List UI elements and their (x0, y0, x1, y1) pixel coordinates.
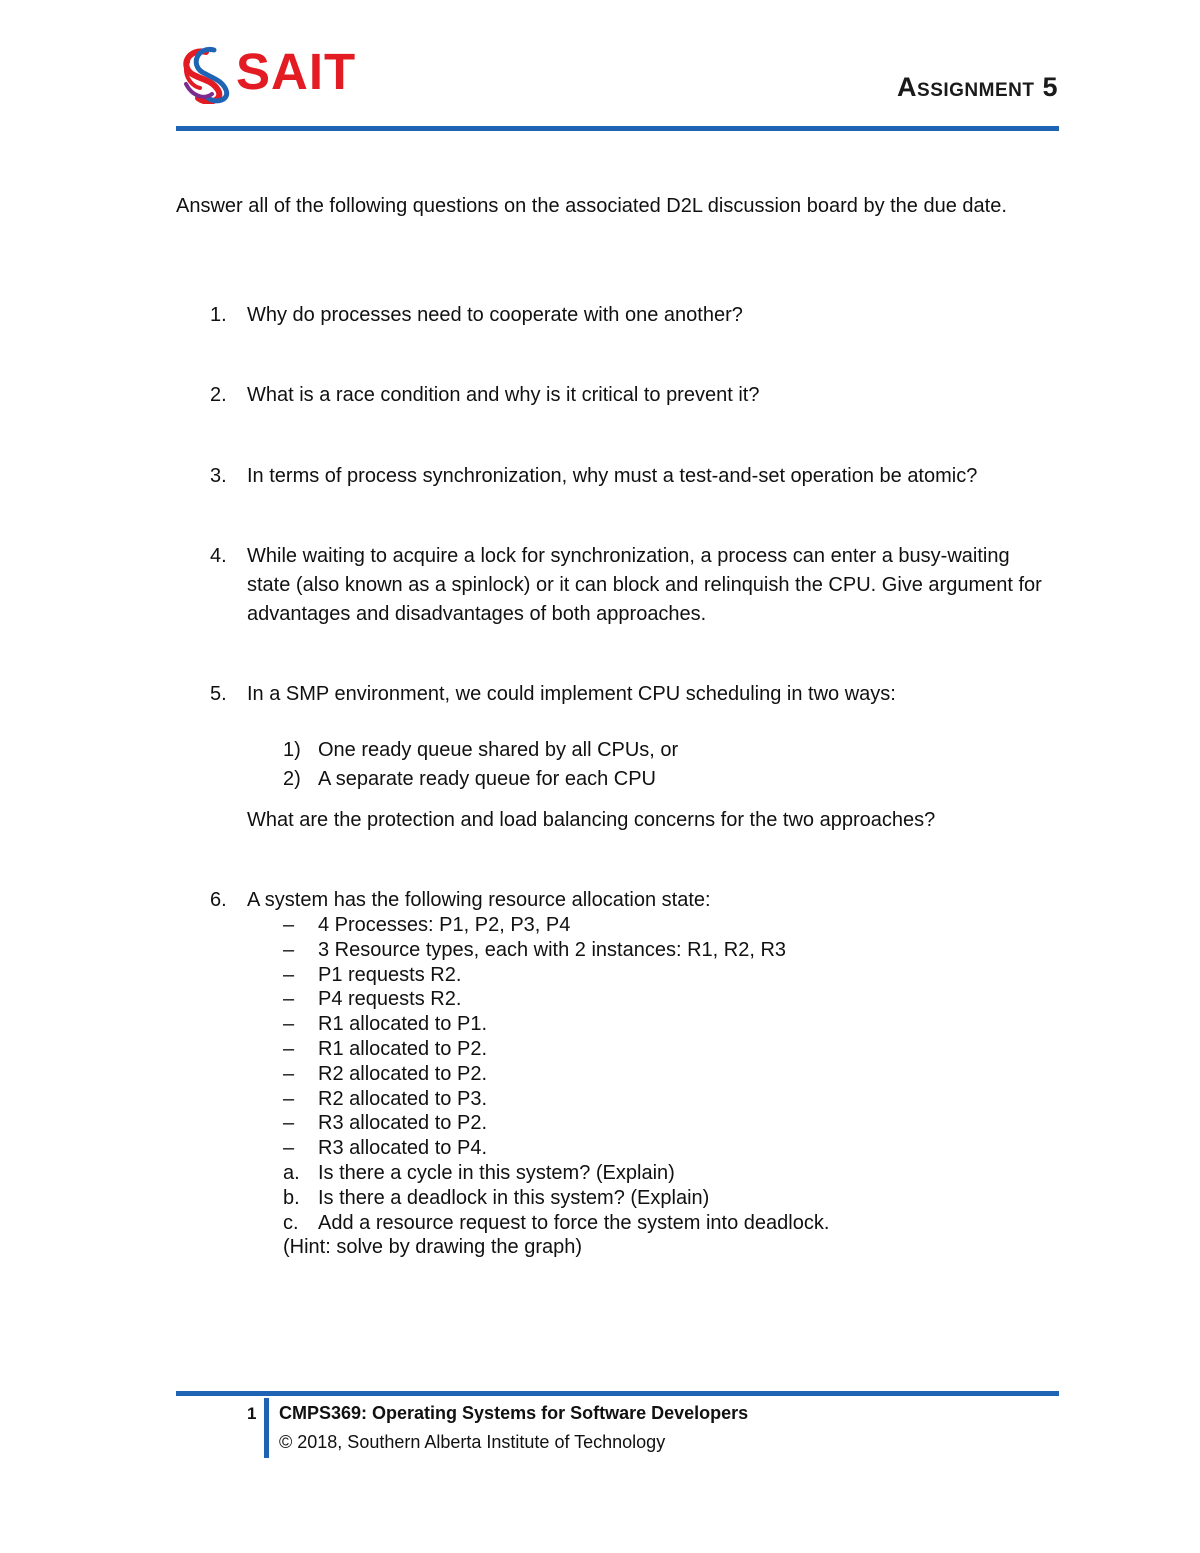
question-text: What is a race condition and why is it critical to prevent it? (247, 384, 760, 406)
list-item (283, 913, 983, 938)
list-marker: – (283, 963, 295, 986)
list-text: Is there a cycle in this system? (Explain) (318, 1161, 675, 1184)
list-marker: – (283, 988, 295, 1011)
list-text: R3 allocated to P2. (318, 1112, 487, 1135)
question-text: In a SMP environment, we could implement CPU scheduling in two ways: (247, 683, 896, 705)
list-item (283, 765, 983, 794)
question-number: 5. (210, 683, 227, 705)
question-6 (176, 886, 1056, 915)
list-item (283, 1136, 983, 1161)
list-marker: – (283, 1087, 295, 1110)
question-6-items (283, 913, 983, 1260)
page-number: 1 (247, 1404, 257, 1423)
question-text: A system has the following resource allocation state: (247, 889, 711, 911)
hint-text: (Hint: solve by drawing the graph) (283, 1236, 583, 1259)
list-text: A separate ready queue for each CPU (318, 767, 656, 790)
list-text: Is there a deadlock in this system? (Explain) (318, 1186, 710, 1209)
list-item (283, 736, 983, 765)
list-text: R1 allocated to P1. (318, 1013, 487, 1036)
hint-row (283, 1235, 983, 1260)
list-marker: b. (283, 1186, 300, 1209)
question-number: 3. (210, 465, 227, 487)
list-text: R2 allocated to P2. (318, 1062, 487, 1085)
footer-vertical-bar (264, 1398, 269, 1458)
logo-wordmark: SAIT (236, 43, 357, 100)
list-marker: – (283, 914, 295, 936)
list-marker: – (283, 938, 295, 961)
footer-divider (176, 1391, 1059, 1396)
list-marker: a. (283, 1161, 300, 1184)
intro-text: Answer all of the following questions on the associated D2L discussion board by the due date. (176, 195, 1007, 217)
list-item (283, 1161, 983, 1186)
list-marker: c. (283, 1211, 299, 1234)
question-number: 6. (210, 889, 227, 911)
question-text: Why do processes need to cooperate with one another? (247, 304, 743, 326)
list-item (283, 938, 983, 963)
question-3 (176, 462, 1056, 491)
question-number: 1. (210, 304, 227, 326)
list-text: Add a resource request to force the system into deadlock. (318, 1211, 830, 1234)
sait-knot-icon (178, 44, 234, 104)
question-5-options (283, 736, 983, 793)
list-text: 4 Processes: P1, P2, P3, P4 (318, 914, 571, 936)
question-text: While waiting to acquire a lock for synchronization, a process can enter a busy-waiting state (also known as a spinlock) or it can block and relinquish the CPU. Give argument for advantages and disadvantages of both approaches. (247, 545, 1042, 625)
list-text: R2 allocated to P3. (318, 1087, 487, 1110)
list-item (283, 1111, 983, 1136)
list-text: One ready queue shared by all CPUs, or (318, 739, 679, 761)
question-1 (176, 301, 1056, 330)
list-text: R1 allocated to P2. (318, 1037, 487, 1060)
question-5 (176, 680, 1056, 709)
question-number: 4. (210, 545, 227, 567)
list-marker: 1) (283, 739, 301, 761)
list-item (283, 1062, 983, 1087)
copyright-text: © 2018, Southern Alberta Institute of Technology (279, 1432, 666, 1452)
question-number: 2. (210, 384, 227, 406)
list-marker: – (283, 1037, 295, 1060)
list-item (283, 1087, 983, 1112)
question-4 (176, 542, 1056, 629)
question-followup: What are the protection and load balancing concerns for the two approaches? (247, 809, 936, 831)
header-divider (176, 126, 1059, 131)
list-marker: – (283, 1137, 295, 1160)
list-item (283, 1211, 983, 1236)
course-title: CMPS369: Operating Systems for Software Developers (279, 1403, 749, 1423)
list-item (283, 1012, 983, 1037)
list-marker: – (283, 1013, 295, 1036)
list-marker: 2) (283, 767, 301, 790)
list-item (283, 963, 983, 988)
sait-logo (178, 44, 378, 104)
list-item (283, 1037, 983, 1062)
list-item (283, 1186, 983, 1211)
list-item (283, 987, 983, 1012)
question-text: In terms of process synchronization, why must a test-and-set operation be atomic? (247, 465, 978, 487)
question-5-followup-row (176, 806, 1056, 835)
list-marker: – (283, 1062, 295, 1085)
page-title: Assignment 5 (897, 72, 1058, 102)
list-text: P1 requests R2. (318, 963, 462, 986)
list-marker: – (283, 1112, 295, 1135)
question-2 (176, 381, 1056, 410)
list-text: 3 Resource types, each with 2 instances: R1, R2, R3 (318, 938, 787, 961)
list-text: P4 requests R2. (318, 988, 462, 1011)
list-text: R3 allocated to P4. (318, 1137, 487, 1160)
